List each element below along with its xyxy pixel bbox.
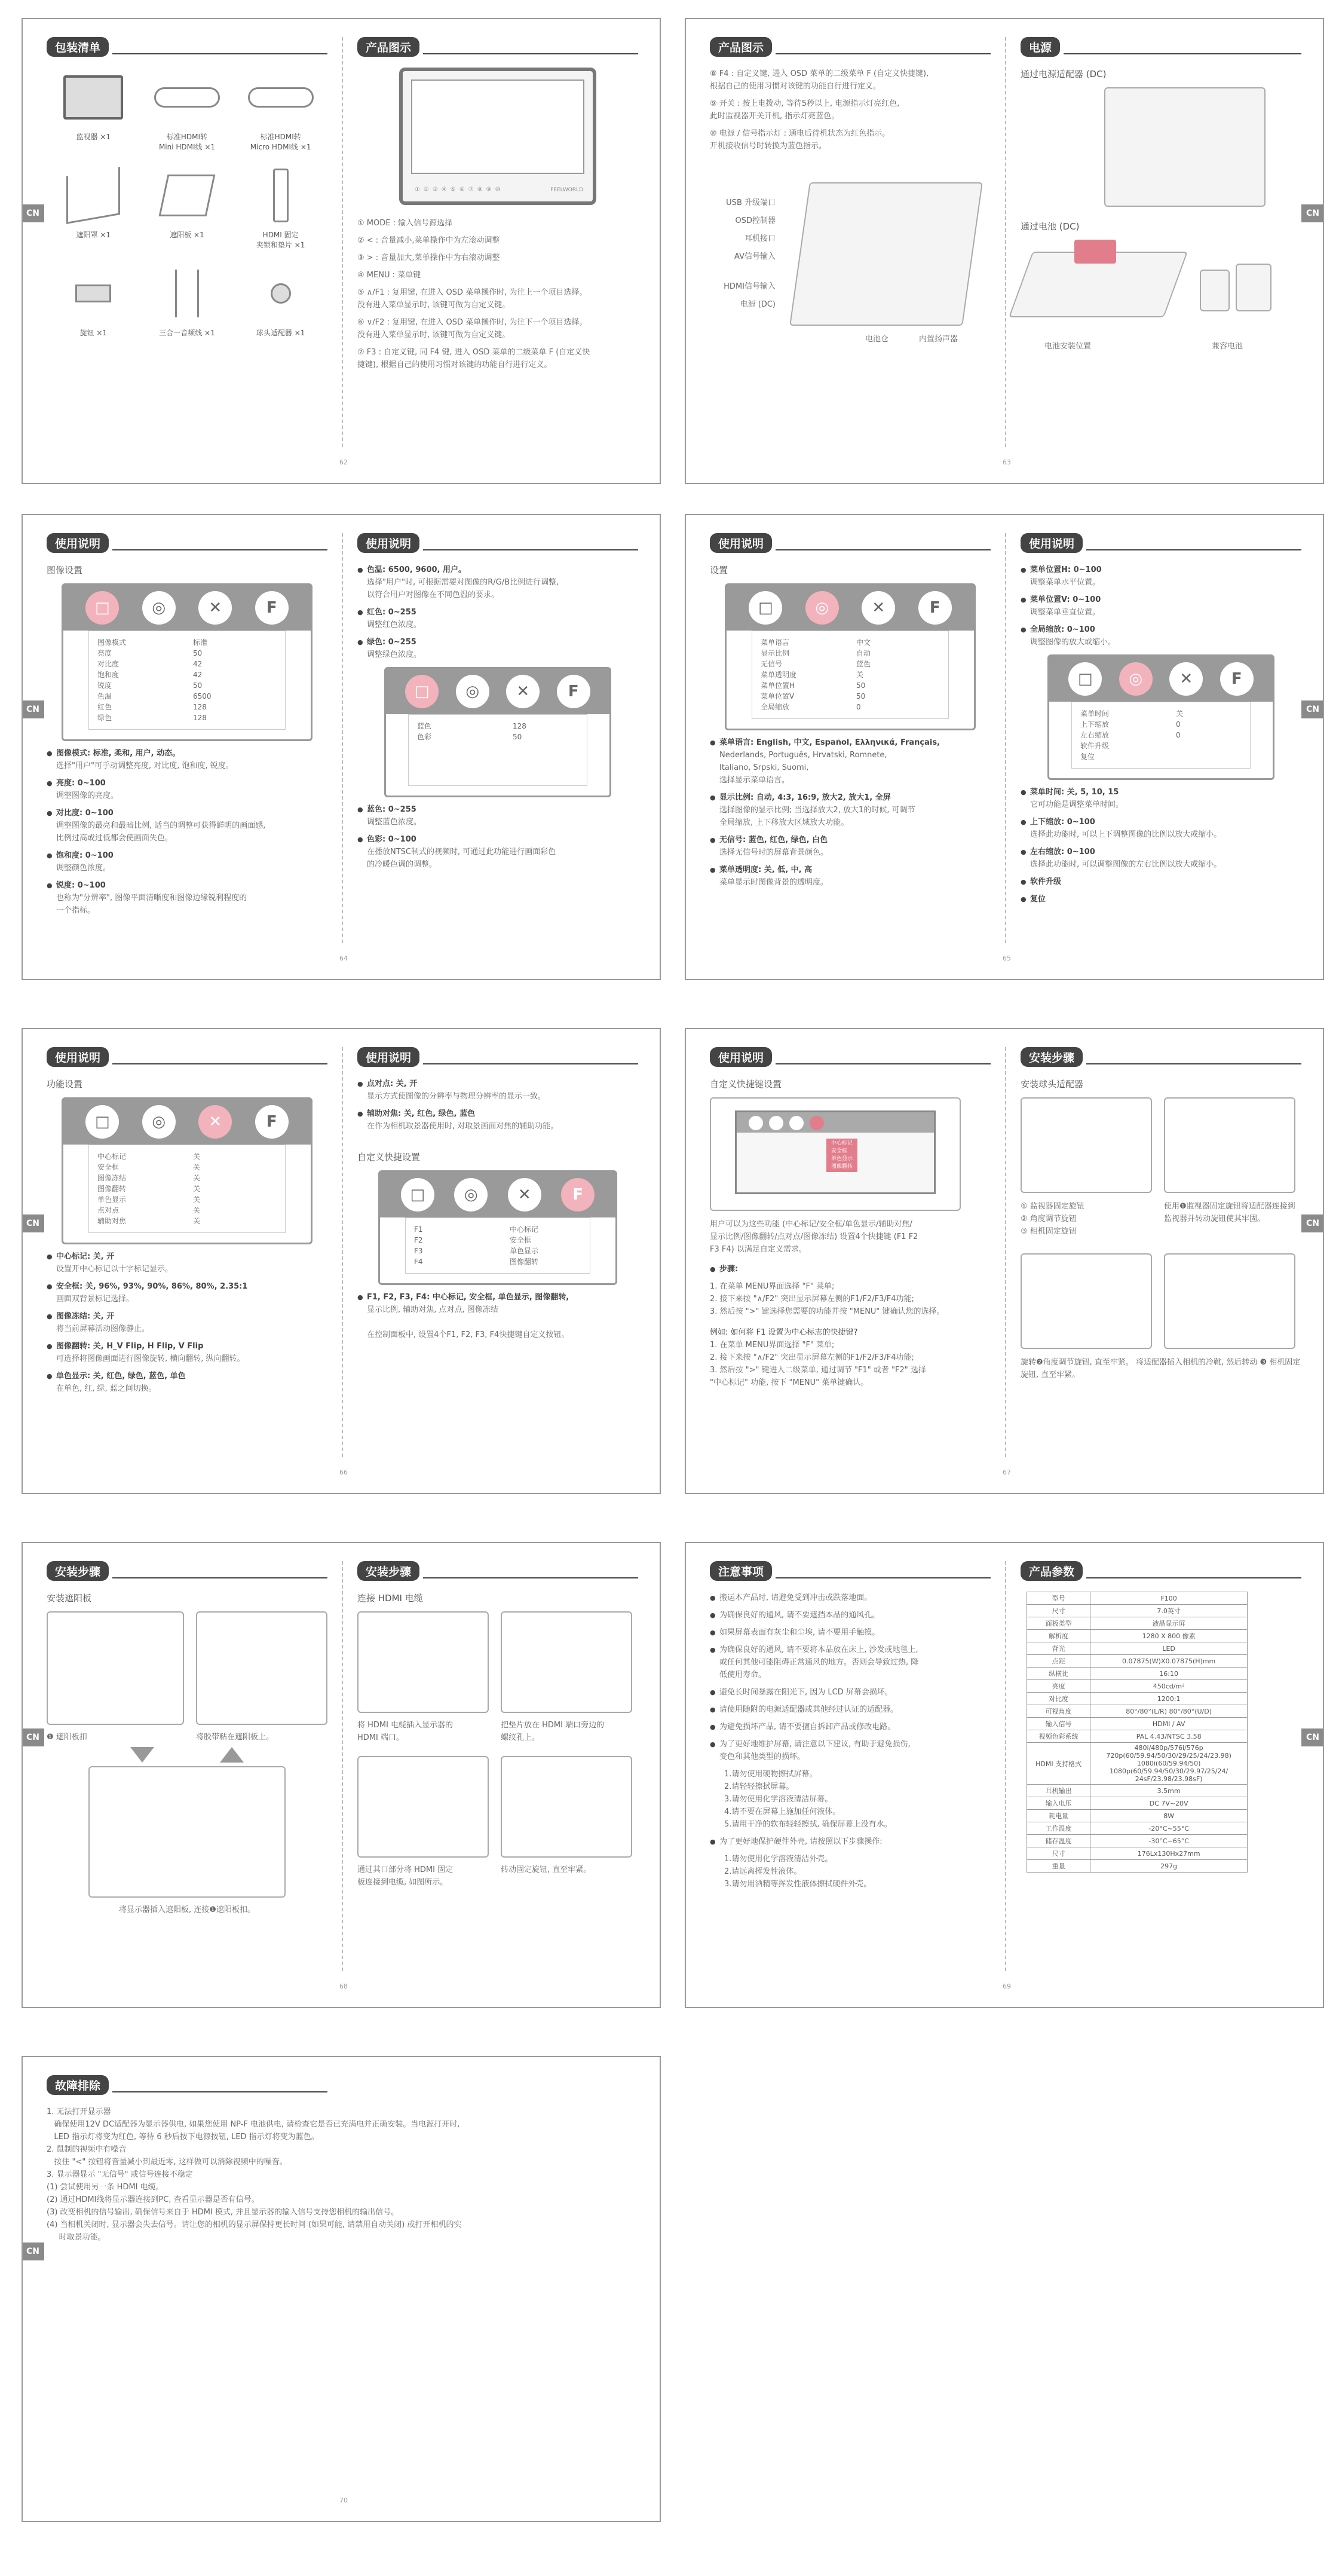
spec-label: 尺寸 — [1027, 1847, 1090, 1860]
section-title: 使用说明 — [710, 533, 991, 553]
pkg-item: 球头适配器 ×1 — [234, 264, 327, 338]
spec-row — [1027, 1617, 1248, 1630]
tools-icon: ✕ — [1169, 662, 1203, 696]
spec-row — [1027, 1718, 1248, 1730]
page-number: 64 — [339, 954, 348, 962]
spec-value: 176Lx130Hx27mm — [1090, 1847, 1248, 1860]
page-notes-specs: CN 注意事项 ● 搬运本产品时, 请避免受到冲击或跌落地面。 ● 为确保良好的通风, 请不要遮挡本品的通风孔。 ● 如果屏幕表面有灰尘和尘埃, 请不要用手触摸。 ● 为确保良好的通风, 请不要将本品放在床上, 沙发或地毯上, 或任何其他可能阻碍正常通风的地方。否则会导致过热, 降 低使用寿命。 ● 避免长时间暴露在阳光下, 因为 LCD 屏幕会损坏。 ● 请使用随附的电源适配器或其他经过认证的适配器。 ● 为避免损坏产品, 请不要擅自拆卸产品或修改电路。 ● 为了更好地维护屏幕, 请注意以下建议, 有助于避免损伤, 变色和其他类型的损坏。 1.请勿使用硬物擦拭屏幕。 2.请轻轻擦拭屏幕。 3.请勿使用化学溶液清洁屏幕。 4.请不要在屏幕上施加任何液体。 5.请用干净的软布轻轻擦拭, 确保屏幕上没有水。 ● 为了更好地保护硬件外壳, 请按照以下步骤操作: 1.请勿使用化学溶液清洁外壳。 2.请远离挥发性液体。 3.请勿用酒精等挥发性液体擦拭硬件外壳。 产品参数 型号 F100 尺寸 7.0英寸 面板类型 液晶显示屏 解析度 1280 X 800 像素 背光 LED 点距 0.07875(W)X0.07875(H)mm 纵横比 16:10 亮度 450cd/m² 对比度 1200:1 可视角度 80°/80°(L/R) 80°/80°(U/D) 输入信号 HDMI / AV 视频色彩系统 PAL 4.43/NTSC 3.58 HDMI 支持格式 480i/480p/576i/576p 720p(60/59.94/50/30/29/25/24/23.98) 1080i(60/59.94/50) 1080p(60/59.94/50/30/29.97/25/24/ 24sF/23.98/23.98sF) 耳机输出 3.5mm 输入电压 DC 7V~20V 耗电量 8W 工作温度 -20°C~55°C 储存温度 -30°C~65°C 尺寸 176Lx130Hx27mm 重量 297g 69 — [685, 1542, 1324, 2008]
pkg-item: 监视器 ×1 — [47, 68, 140, 152]
page-troubleshooting — [22, 2056, 661, 2522]
spec-label: 工作温度 — [1027, 1822, 1090, 1835]
case-care-list: 1.请勿使用化学溶液清洁外壳。 2.请远离挥发性液体。 3.请勿用酒精等挥发性液体擦拭硬件外壳。 — [724, 1855, 872, 1889]
sunshade-icon — [140, 166, 234, 225]
spec-row — [1027, 1693, 1248, 1705]
spec-label: 储存温度 — [1027, 1835, 1090, 1847]
section-title: 安装步骤 — [47, 1561, 327, 1581]
spec-label: 面板类型 — [1027, 1617, 1090, 1630]
screen-care-list: 1.请勿使用硬物擦拭屏幕。 2.请轻轻擦拭屏幕。 3.请勿使用化学溶液清洁屏幕。 4.请不要在屏幕上施加任何液体。 5.请用干净的软布轻轻擦拭, 确保屏幕上没有水。 — [724, 1770, 892, 1829]
page-number: 62 — [339, 458, 348, 466]
pkg-item: 标准HDMI转 Micro HDMI线 ×1 — [234, 68, 327, 152]
spec-row — [1027, 1847, 1248, 1860]
spec-label: HDMI 支持格式 — [1027, 1743, 1090, 1785]
pkg-item: 三合一音频线 ×1 — [140, 264, 234, 338]
hdmi-lock-illustration — [357, 1756, 489, 1858]
section-title: 产品图示 — [357, 37, 638, 57]
page-packing-list — [22, 18, 661, 484]
osd-menu: □ ◎ ✕ F 菜单语言 中文 显示比例 自动 无信号 蓝色 菜单透明度 关 菜单位置H 50 菜单位置V 50 全局缩放 0 — [725, 583, 976, 730]
tools-icon: ✕ — [506, 675, 540, 708]
camera-mount-illustration — [1164, 1253, 1295, 1349]
spec-row — [1027, 1592, 1248, 1605]
spec-label: 解析度 — [1027, 1630, 1090, 1642]
spec-row — [1027, 1810, 1248, 1822]
spec-row — [1027, 1785, 1248, 1797]
spec-row — [1027, 1822, 1248, 1835]
pkg-item: HDMI 固定 夹锁和垫片 ×1 — [234, 166, 327, 250]
section-title: 产品参数 — [1021, 1561, 1301, 1581]
picture-icon: □ — [401, 1178, 434, 1211]
spec-value: 480i/480p/576i/576p 720p(60/59.94/50/30/29/25/24/23.98) 1080i(60/59.94/50) 1080p(60/59.94/50/30/29.97/25/24/ 24sF/23.98/23.98sF) — [1090, 1743, 1248, 1785]
section-title: 使用说明 — [47, 533, 327, 553]
language-tab: CN — [22, 1214, 44, 1232]
language-tab: CN — [1301, 1728, 1324, 1746]
spec-row — [1027, 1797, 1248, 1810]
knob-icon — [47, 264, 140, 323]
spec-value: PAL 4.43/NTSC 3.58 — [1090, 1730, 1248, 1743]
section-title: 故障排除 — [47, 2075, 327, 2095]
tools-icon: ✕ — [198, 1105, 232, 1139]
language-tab: CN — [1301, 700, 1324, 718]
pkg-item: 遮阳罩 ×1 — [47, 166, 140, 250]
spec-row — [1027, 1668, 1248, 1680]
page-picture-settings: CN 使用说明 图像设置 □ ◎ ✕ F 图像模式 标准 亮度 50 对比度 42 饱和度 42 锐度 50 色温 6500 红色 128 绿色 128 ● 图像模式: 标准, 柔和, 用户, 动态。 选择"用户"可手动调整亮度, 对比度, 饱和度, 锐度。 ● 亮度: 0~100 调整图像的亮度。 ● 对比度: 0~100 调整图像的最亮和最暗比例, 适当的调整可获得鲜明的画面感, 比例过高或过低都会使画面失色。 ● 饱和度: 0~100 调整颜色浓度。 ● 锐度: 0~100 也称为"分辨率", 图像平面清晰度和图像边缘锐利程度的 一个指标。 使用说明 ● 色温: 6500, 9600, 用户。 选择"用户"时, 可根据需要对图像的R/G/B比例进行调整, 以符合用户对图像在不同色温的要求。 ● 红色: 0~255 调整红色浓度。 ● 绿色: 0~255 调整绿色浓度。 □ ◎ ✕ F 蓝色 128 色彩 50 ● 蓝色: 0~255 调整蓝色浓度。 ● 色彩: 0~100 在播放NTSC制式的视频时, 可通过此功能进行画面彩色 的冷暖色调的调整。 64 — [22, 514, 661, 980]
spec-value: 1200:1 — [1090, 1693, 1248, 1705]
section-title: 使用说明 — [1021, 533, 1301, 553]
pkg-item: 标准HDMI转 Mini HDMI线 ×1 — [140, 68, 234, 152]
spec-value: 80°/80°(L/R) 80°/80°(U/D) — [1090, 1705, 1248, 1718]
spec-value: 8W — [1090, 1810, 1248, 1822]
mount-illustration — [1164, 1097, 1295, 1193]
section-title: 使用说明 — [357, 1047, 638, 1067]
function-icon: F — [918, 591, 952, 625]
function-icon: F — [561, 1178, 595, 1211]
ballhead-icon — [234, 264, 327, 323]
section-title: 产品图示 — [710, 37, 991, 57]
section-title: 包装清单 — [47, 37, 327, 57]
dc-power-illustration — [1104, 87, 1266, 207]
function-icon: F — [255, 591, 289, 625]
page-number: 67 — [1003, 1468, 1011, 1476]
settings-icon: ◎ — [142, 591, 176, 625]
monitor-icon — [47, 68, 140, 127]
spec-value: -30°C~65°C — [1090, 1835, 1248, 1847]
spec-label: 耗电量 — [1027, 1810, 1090, 1822]
spec-value: 3.5mm — [1090, 1785, 1248, 1797]
section-title: 使用说明 — [47, 1047, 327, 1067]
sunhood-icon — [47, 166, 140, 225]
tools-icon: ✕ — [508, 1178, 541, 1211]
section-title: 电源 — [1021, 37, 1301, 57]
ballhead-illustration — [1021, 1097, 1152, 1193]
spec-value: 297g — [1090, 1860, 1248, 1873]
spec-value: 液晶显示屏 — [1090, 1617, 1248, 1630]
settings-icon: ◎ — [1119, 662, 1153, 696]
package-items — [47, 68, 327, 338]
monitor-in-sunshade-illustration — [88, 1766, 286, 1898]
battery-illustration: 电池安装位置 兼容电池 — [1021, 240, 1301, 359]
spec-table — [1027, 1592, 1248, 1873]
spec-value: LED — [1090, 1642, 1248, 1655]
picture-icon: □ — [85, 1105, 119, 1139]
spec-row — [1027, 1860, 1248, 1873]
button-numbers: ①②③④⑤⑥⑦⑧⑨⑩ — [415, 186, 504, 193]
section-title: 使用说明 — [357, 533, 638, 553]
monitor-back-illustration: USB 升级端口 OSD控制器 耳机接口 AV信号输入 HDMI信号输入 电源 (DC) 电池仓 内置扬声器 — [710, 176, 991, 356]
osd-menu: □ ◎ ✕ F 中心标记 关 安全框 关 图像冻结 关 图像翻转 关 单色显示 关 点对点 关 辅助对焦 关 — [62, 1097, 312, 1244]
osd-menu: □ ◎ ✕ F 蓝色 128 色彩 50 — [384, 667, 611, 797]
spec-label: 背光 — [1027, 1642, 1090, 1655]
port-labels: USB 升级端口 OSD控制器 耳机接口 AV信号输入 HDMI信号输入 电源 (DC) — [724, 198, 776, 309]
spec-row — [1027, 1680, 1248, 1693]
settings-icon: ◎ — [454, 1178, 488, 1211]
cable-icon — [234, 68, 327, 127]
monitor-front-illustration — [399, 68, 596, 205]
picture-icon: □ — [1068, 662, 1102, 696]
spec-value: 16:10 — [1090, 1668, 1248, 1680]
page-setup: CN 使用说明 设置 □ ◎ ✕ F 菜单语言 中文 显示比例 自动 无信号 蓝色 菜单透明度 关 菜单位置H 50 菜单位置V 50 全局缩放 0 ● 菜单语言: English, 中文, Español, Ελληνικά, Français, Nederlands, Português, Hrvatski, Romnete, Italiano, Srpski, Suomi, 选择显示菜单语言。 ● 显示比例: 自动, 4:3, 16:9, 放大2, 放大1, 全屏 选择图像的显示比例; 当选择放大2, 放大1的时候, 可调节 全局缩放, 上下移放大区域放大功能。 ● 无信号: 蓝色, 红色, 绿色, 白色 选择无信号时的屏幕背景颜色。 ● 菜单透明度: 关, 低, 中, 高 菜单显示时图像背景的透明度。 使用说明 ● 菜单位置H: 0~100 调整菜单水平位置。 ● 菜单位置V: 0~100 调整菜单垂直位置。 ● 全局缩放: 0~100 调整图像的放大或缩小。 □ ◎ ✕ F 菜单时间 关 上下缩放 0 左右缩放 0 软件升级 复位 ● 菜单时间: 关, 5, 10, 15 它可功能是调整菜单时间。 ● 上下缩放: 0~100 选择此功能时, 可以上下调整图像的比例以放大或缩小。 ● 左右缩放: 0~100 选择此功能时, 可以调整图像的左右比例以放大或缩小。 ● 软件升级 ● 复位 65 — [685, 514, 1324, 980]
function-icon: F — [255, 1105, 289, 1139]
page-number: 70 — [339, 2497, 348, 2504]
spec-label: 输入电压 — [1027, 1797, 1090, 1810]
function-icon: F — [1220, 662, 1254, 696]
tools-icon: ✕ — [862, 591, 895, 625]
spec-row — [1027, 1705, 1248, 1718]
washer-illustration — [501, 1611, 632, 1713]
spec-label: 重量 — [1027, 1860, 1090, 1873]
spec-row — [1027, 1630, 1248, 1642]
spec-label: 可视角度 — [1027, 1705, 1090, 1718]
page-number: 65 — [1003, 954, 1011, 962]
spec-row — [1027, 1743, 1248, 1785]
language-tab: CN — [22, 1728, 44, 1746]
cable-icon — [140, 68, 234, 127]
spec-label: 输入信号 — [1027, 1718, 1090, 1730]
spec-label: 视频色彩系统 — [1027, 1730, 1090, 1743]
picture-icon: □ — [405, 675, 439, 708]
spec-row — [1027, 1730, 1248, 1743]
spec-row — [1027, 1835, 1248, 1847]
spec-value: 7.0英寸 — [1090, 1605, 1248, 1617]
section-title: 安装步骤 — [357, 1561, 638, 1581]
spec-row — [1027, 1642, 1248, 1655]
language-tab: CN — [22, 2242, 44, 2260]
settings-icon: ◎ — [142, 1105, 176, 1139]
submenu-list: 中心标记 安全框 单色显示 图像翻转 — [826, 1139, 857, 1172]
pkg-item: 遮阳板 ×1 — [140, 166, 234, 250]
page-number: 63 — [1003, 458, 1011, 466]
osd-menu: □ ◎ ✕ F 图像模式 标准 亮度 50 对比度 42 饱和度 42 锐度 50 色温 6500 红色 128 绿色 128 — [62, 583, 312, 741]
section-title: 安装步骤 — [1021, 1047, 1301, 1067]
tape-illustration — [196, 1611, 327, 1725]
audio-cable-icon — [140, 264, 234, 323]
sunshade-illustration — [47, 1611, 184, 1725]
language-tab: CN — [22, 700, 44, 718]
monitor-menu-illustration — [710, 1097, 961, 1211]
language-tab: CN — [1301, 1214, 1324, 1232]
function-icon: F — [557, 675, 590, 708]
tools-icon: ✕ — [198, 591, 232, 625]
spec-label: 纵横比 — [1027, 1668, 1090, 1680]
page-installation: CN 安装步骤 安装遮阳板 ❶ 遮阳板扣 将胶带粘在遮阳板上。 将显示器插入遮阳板, 连接❶遮阳板扣。 安装步骤 连接 HDMI 电缆 将 HDMI 电缆插入显示器的 HDMI 端口。 把垫片放在 HDMI 端口旁边的 螺纹孔上。 通过其口部分将 HDMI 固定 板连接到电缆, 如图所示。 转动固定旋钮, 直至牢紧。 68 — [22, 1542, 661, 2008]
spec-value: F100 — [1090, 1592, 1248, 1605]
spec-label: 型号 — [1027, 1592, 1090, 1605]
settings-icon: ◎ — [805, 591, 839, 625]
picture-icon: □ — [85, 591, 119, 625]
spec-label: 尺寸 — [1027, 1605, 1090, 1617]
ballhead-illustration — [1021, 1253, 1152, 1349]
spec-value: 450cd/m² — [1090, 1680, 1248, 1693]
page-power: CN 产品图示 ⑧ F4 : 自定义键, 进入 OSD 菜单的二级菜单 F (自定义快捷键), 根据自己的使用习惯对该键的功能自行进行定义。 ⑨ 开关 : 按上电拨动, 等待5秒以上, 电源指示灯亮红色, 此时监视器开关开机, 指示灯亮蓝色。 ⑩ 电源 / 信号指示灯 : 通电后待机状态为红色指示。 开机接收信号时转换为蓝色指示。 USB 升级端口 OSD控制器 耳机接口 AV信号输入 HDMI信号输入 电源 (DC) 电池仓 内置扬声器 电源 通过电源适配器 (DC) 通过电池 (DC) 电池安装位置 兼容电池 63 — [685, 18, 1324, 484]
pkg-item: 旋钮 ×1 — [47, 264, 140, 338]
osd-menu: □ ◎ ✕ F 菜单时间 关 上下缩放 0 左右缩放 0 软件升级 复位 — [1047, 654, 1274, 780]
spec-label: 耳机输出 — [1027, 1785, 1090, 1797]
button-descriptions: ① MODE : 输入信号源选择 ② < : 音量减小,菜单操作中为左滚动调整 ③ > : 音量加大,菜单操作中为右滚动调整 ④ MENU : 菜单键 ⑤ ∧/F1 : 复用键, 在进入 OSD 菜单操作时, 为往上一个项目选择。 没有进入菜单显示时, 该键可做为自定义键。 ⑥ ∨/F2 : 复用键, 在进入 OSD 菜单操作时, 为往下一个项目选择。 没有进入菜单显示时, 该键可做为自定义键。 ⑦ F3 : 自定义键, 同 F4 键, 进入 OSD 菜单的二级菜单 F (自定义快 捷键), 根据自己的使用习惯对该键的功能自行进行定义。 — [357, 219, 590, 369]
spec-value: DC 7V~20V — [1090, 1797, 1248, 1810]
page-custom-keys: CN 使用说明 自定义快捷键设置 中心标记 安全框 单色显示 图像翻转 用户可以为这些功能 (中心标记/安全框/单色显示/辅助对焦/ 显示比例/图像翻转/点对点/图像冻结) 设置4个快捷键 (F1 F2 F3 F4) 以满足自定义需求。 ● 步骤: 1. 在菜单 MENU界面选择 "F" 菜单; 2. 接下来按 "∧/F2" 突出显示屏幕左侧的F1/F2/F3/F4功能; 3. 然后按 ">" 键选择您需要的功能并按 "MENU" 键确认您的选择。 例如: 如何将 F1 设置为中心标志的快捷键? 1. 在菜单 MENU界面选择 "F" 菜单; 2. 接下来按 "∧/F2" 突出显示屏幕左侧的F1/F2/F3/F4功能; 3. 然后按 ">" 键进入二级菜单, 通过调节 "F1" 或者 "F2" 选择 "中心标记" 功能, 按下 "MENU" 菜单键确认。 安装步骤 安装球头适配器 ① 监视器固定旋钮 ② 角度调节旋钮 ③ 相机固定旋钮 使用❶监视器固定旋钮将适配器连接到监视器并转动旋钮使其牢固。 旋转❷角度调节旋钮, 直至牢紧。 将适配器插入相机的冷靴, 然后转动 ❸ 相机固定旋钮, 直至牢紧。 67 — [685, 1028, 1324, 1494]
spec-value: HDMI / AV — [1090, 1718, 1248, 1730]
clamp-icon — [234, 166, 327, 225]
spec-row — [1027, 1605, 1248, 1617]
spec-value: -20°C~55°C — [1090, 1822, 1248, 1835]
knob-tighten-illustration — [501, 1756, 632, 1858]
section-title: 使用说明 — [710, 1047, 991, 1067]
page-number: 69 — [1003, 1983, 1011, 1990]
spec-label: 亮度 — [1027, 1680, 1090, 1693]
settings-icon: ◎ — [456, 675, 489, 708]
spec-value: 0.07875(W)X0.07875(H)mm — [1090, 1655, 1248, 1668]
language-tab: CN — [22, 204, 44, 222]
brand-logo: FEELWORLD — [550, 187, 583, 193]
page-number: 68 — [339, 1983, 348, 1990]
troubleshooting-list: 1. 无法打开显示器 确保使用12V DC适配器为显示器供电, 如果您使用 NP-F 电池供电, 请检查它是否已充满电并正确安装。当电源打开时, LED 指示灯将变为红色, 等待 6 秒后按下电源按钮, LED 指示灯将变为蓝色。 2. 鼠制的视频中有噪音 按住 "<" 按钮将音量减小到最近零, 这样做可以消除视频中的噪音。 3. 显示器显示 "无信号" 或信号连接不稳定 (1) 尝试使用另一条 HDMI 电缆。 (2) 通过HDMI线将显示器连接到PC, 查看显示器是否有信号。 (3) 改变相机的信号输出, 确保信号来自于 HDMI 模式, 并且显示器的输入信号支持您相机的输出信号。 (4) 当相机关闭时, 显示器会失去信号。请让您的相机的显示屏保持更长时间 (如果可能, 请禁用自动关闭) 或打开相机的实 时取景功能。 — [47, 2107, 462, 2242]
spec-label: 点距 — [1027, 1655, 1090, 1668]
spec-label: 对比度 — [1027, 1693, 1090, 1705]
osd-menu: □ ◎ ✕ F F1 中心标记 F2 安全框 F3 单色显示 F4 图像翻转 — [378, 1170, 617, 1285]
section-title: 注意事项 — [710, 1561, 991, 1581]
language-tab: CN — [1301, 204, 1324, 222]
page-function-settings: CN 使用说明 功能设置 □ ◎ ✕ F 中心标记 关 安全框 关 图像冻结 关 图像翻转 关 单色显示 关 点对点 关 辅助对焦 关 ● 中心标记: 关, 开 设置开中心标记以十字标记显示。 ● 安全框: 关, 96%, 93%, 90%, 86%, 80%, 2.35:1 画面双背景标记选择。 ● 图像冻结: 关, 开 将当前屏幕活动图像静止。 ● 图像翻转: 关, H_V Flip, H Flip, V Flip 可选择将图像画面进行图像旋转, 横向翻转, 纵向翻转。 ● 单色显示: 关, 红色, 绿色, 蓝色, 单色 在单色, 红, 绿, 蓝之间切换。 使用说明 ● 点对点: 关, 开 显示方式使图像的分辨率与物理分辨率的显示一致。 ● 辅助对焦: 关, 红色, 绿色, 蓝色 在作为相机取景器使用时, 对取景画面对焦的辅助功能。 自定义快捷设置 □ ◎ ✕ F F1 中心标记 F2 安全框 F3 单色显示 F4 图像翻转 ● F1, F2, F3, F4: 中心标记, 安全框, 单色显示, 图像翻转, 显示比例, 辅助对焦, 点对点, 图像冻结 在控制面板中, 设置4个F1, F2, F3, F4快捷键自定义按钮。 66 — [22, 1028, 661, 1494]
spec-value: 1280 X 800 像素 — [1090, 1630, 1248, 1642]
page-number: 66 — [339, 1468, 348, 1476]
picture-icon: □ — [749, 591, 782, 625]
hdmi-plug-illustration — [357, 1611, 489, 1713]
spec-row — [1027, 1655, 1248, 1668]
